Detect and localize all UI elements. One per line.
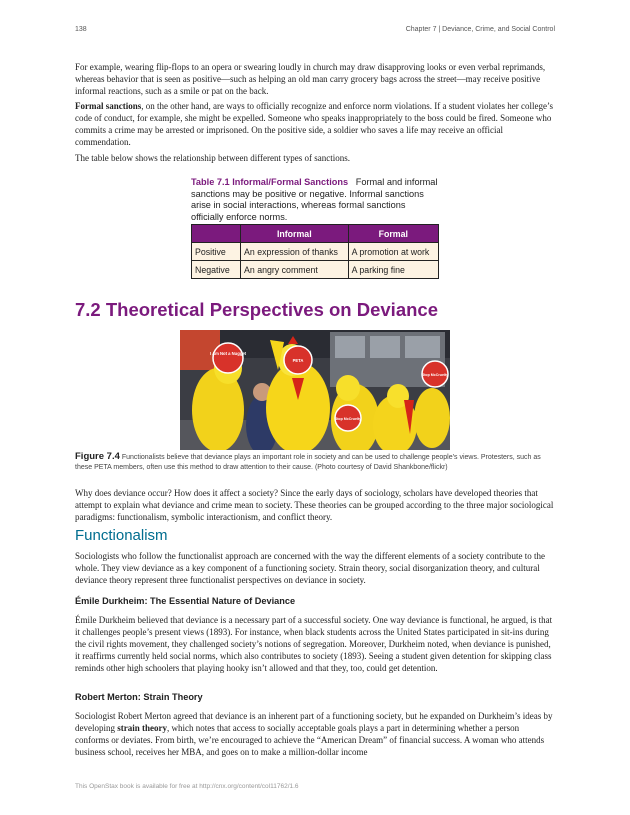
table-cell: Negative — [192, 261, 241, 279]
paragraph-merton — [75, 710, 555, 758]
table-cell: A parking fine — [348, 261, 438, 279]
strain-theory-term: strain theory — [117, 723, 167, 733]
sign-text: Stop McCruelty — [421, 373, 449, 377]
table-caption-title: Table 7.1 Informal/Formal Sanctions — [191, 177, 349, 187]
merton-text-b: , which notes that access to socially acceptable goals plays a part in determining whether a person conforms or deviates. From birth, we’re encouraged to achieve the “American Dream” of financial success. A woman who attends business school, receives her MBA, and goes on to make a million-dollar income — [75, 723, 545, 757]
intro-paragraph-1: For example, wearing flip-flops to an opera or swearing loudly in church may draw disapproving looks or even verbal reprimands, whereas behavior that is seen as positive—such as helping an old man carry grocery bags across the street—may receive positive informal reactions, such as a smile or pat on the back. — [75, 62, 546, 96]
figure-caption — [75, 452, 555, 472]
intro-paragraph-2 — [75, 100, 555, 148]
merton-heading: Robert Merton: Strain Theory — [75, 692, 203, 702]
chapter-title: Chapter 7 | Deviance, Crime, and Social Control — [405, 26, 555, 33]
table-row — [192, 243, 439, 261]
figure-caption-text: Functionalists believe that deviance plays an important role in society and can be used to challenge people’s views. Protesters, such as these PETA members, often use this method to draw attention to their cause. (Photo courtesy of David Shankbone/flickr) — [75, 454, 541, 471]
sign-text: Stop McCruelty — [334, 417, 362, 421]
footer-note: This OpenStax book is available for free at http://cnx.org/content/col11762/1.6 — [75, 783, 299, 790]
table-cell: An angry comment — [241, 261, 349, 279]
paragraph-why-deviance: Why does deviance occur? How does it affect a society? Since the early days of sociology, scholars have developed theories that attempt to explain what deviance and crime mean to society. These theories can be grouped according to the three major sociological paradigms: functionalism, symbolic interactionism, and conflict theory. — [75, 488, 554, 522]
table-cell: A promotion at work — [348, 243, 438, 261]
table-caption-text: Formal and informal sanctions may be positive or negative. Informal sanctions arise in social interactions, whereas formal sanctions officially enforce norms. — [191, 177, 438, 222]
sign-text: I Am Not a Nugget — [209, 351, 247, 356]
intro-paragraph-3: The table below shows the relationship between different types of sanctions. — [75, 153, 351, 163]
table-header-formal: Formal — [348, 225, 438, 243]
page-number: 138 — [75, 26, 87, 33]
formal-sanctions-term: Formal sanctions — [75, 101, 142, 111]
figure-photo — [180, 330, 450, 450]
table-caption — [191, 177, 439, 223]
merton-text-a: Sociologist Robert Merton agreed that deviance is an inherent part of a functioning society, but he expanded on Durkheim’s ideas by developing — [75, 711, 553, 733]
table-header-empty — [192, 225, 241, 243]
protesters-illustration — [180, 330, 450, 450]
durkheim-heading: Émile Durkheim: The Essential Nature of Deviance — [75, 596, 296, 606]
table-header-informal: Informal — [241, 225, 349, 243]
sign-text: PETA — [292, 358, 304, 363]
paragraph-functionalism: Sociologists who follow the functionalist approach are concerned with the way the different elements of a society contribute to the whole. They view deviance as a key component of a functioning society. Strain theory, social disorganization theory, and cultural deviance theory represent three functionalist perspectives on deviance in society. — [75, 551, 545, 585]
table-cell: Positive — [192, 243, 241, 261]
table-header-row — [192, 225, 439, 243]
table-cell: An expression of thanks — [241, 243, 349, 261]
figure-label: Figure 7.4 — [75, 451, 120, 462]
functionalism-heading: Functionalism — [75, 527, 168, 544]
table-row — [192, 261, 439, 279]
section-title: 7.2 Theoretical Perspectives on Deviance — [75, 299, 438, 320]
sanctions-table — [191, 224, 439, 279]
formal-sanctions-text: , on the other hand, are ways to officially recognize and enforce norm violations. If a student violates her college’s code of conduct, for example, she might be expelled. Someone who speaks inappropriately to the boss could be fired. Someone who commits a crime may be arrested or imprisoned. On the positive side, a soldier who saves a life may receive an official commendation. — [75, 101, 553, 147]
paragraph-durkheim: Émile Durkheim believed that deviance is a necessary part of a successful society. One way deviance is functional, he argued, is that it challenges people’s present views (1893). For instance, when black students across the United States participated in sit-ins during the civil rights movement, they challenged society’s notions of segregation. Moreover, Durkheim noted, when deviance is punished, it reaffirms currently held social norms, which also contributes to society (1893). Seeing a student given detention for skipping class reminds other high schoolers that playing hooky isn’t allowed and that they, too, could get detention. — [75, 615, 553, 673]
